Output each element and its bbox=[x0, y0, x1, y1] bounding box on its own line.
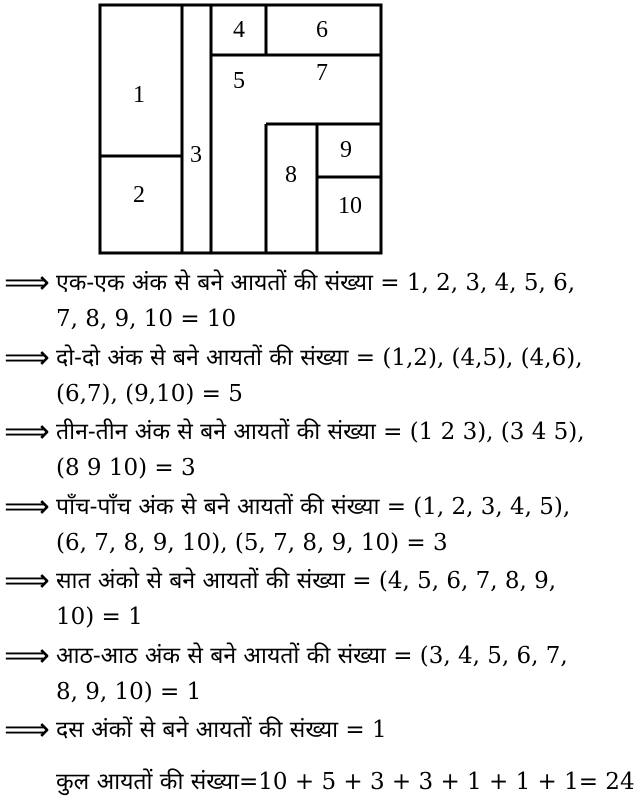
line-text: पाँच-पाँच अंक से बने आयतों की संख्या = (1, 2, 3, 4, 5), (6, 7, 8, 9, 10), (5, 7, 8, 9, 10) = 3 bbox=[56, 493, 571, 556]
solution-line bbox=[0, 560, 635, 635]
line-text: दो-दो अंक से बने आयतों की संख्या = (1,2), (4,5), (4,6), (6,7), (9,10) = 5 bbox=[56, 344, 583, 407]
region-label-7: 7 bbox=[316, 60, 328, 86]
region-label-4: 4 bbox=[233, 17, 245, 43]
solution-line bbox=[0, 486, 635, 561]
solution-lines bbox=[0, 262, 635, 749]
line-text: एक-एक अंक से बने आयतों की संख्या = 1, 2, 3, 4, 5, 6, 7, 8, 9, 10 = 10 bbox=[56, 270, 576, 332]
solution-line bbox=[0, 709, 635, 749]
total-rectangles: कुल आयतों की संख्या=10 + 5 + 3 + 3 + 1 + 1 + 1= 24 bbox=[56, 769, 635, 795]
region-label-2: 2 bbox=[133, 182, 145, 208]
implies-arrow-icon: ⟹ bbox=[4, 486, 50, 525]
solution-line bbox=[0, 411, 635, 486]
line-text: सात अंको से बने आयतों की संख्या = (4, 5, 6, 7, 8, 9, 10) = 1 bbox=[56, 568, 557, 630]
region-label-9: 9 bbox=[340, 137, 352, 163]
solution-line bbox=[0, 262, 635, 337]
line-text: आठ-आठ अंक से बने आयतों की संख्या = (3, 4, 5, 6, 7, 8, 9, 10) = 1 bbox=[56, 642, 568, 705]
solution-line bbox=[0, 635, 635, 710]
region-label-1: 1 bbox=[133, 82, 145, 108]
line-text: दस अंकों से बने आयतों की संख्या = 1 bbox=[56, 717, 387, 743]
region-label-5: 5 bbox=[233, 68, 245, 94]
solution-line bbox=[0, 337, 635, 412]
region-label-8: 8 bbox=[285, 162, 297, 188]
implies-arrow-icon: ⟹ bbox=[4, 263, 50, 301]
line-text: तीन-तीन अंक से बने आयतों की संख्या = (1 2 3), (3 4 5), (8 9 10) = 3 bbox=[56, 419, 585, 481]
region-label-10: 10 bbox=[338, 193, 362, 219]
implies-arrow-icon: ⟹ bbox=[4, 337, 50, 376]
implies-arrow-icon: ⟹ bbox=[4, 412, 50, 450]
region-label-6: 6 bbox=[316, 17, 328, 43]
implies-arrow-icon: ⟹ bbox=[4, 710, 50, 748]
implies-arrow-icon: ⟹ bbox=[4, 561, 50, 599]
region-label-3: 3 bbox=[190, 142, 202, 168]
implies-arrow-icon: ⟹ bbox=[4, 635, 50, 674]
